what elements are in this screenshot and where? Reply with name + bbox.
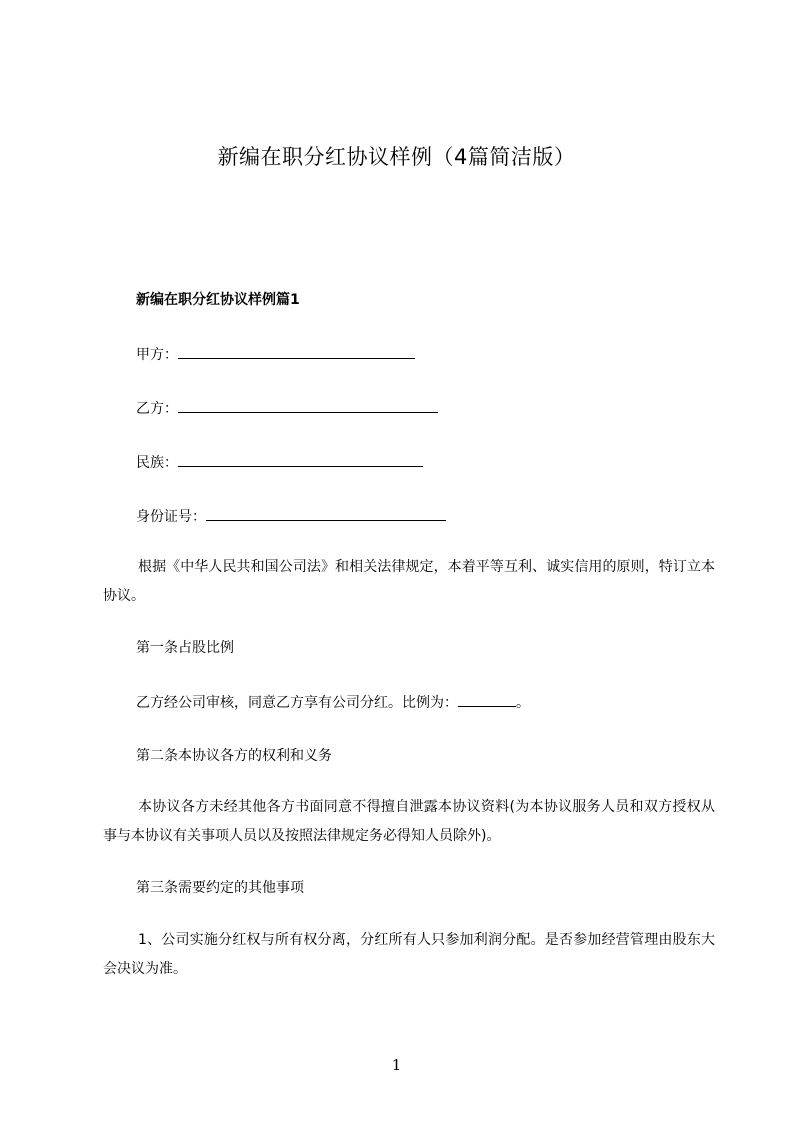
article1-text-after: 。 [516, 695, 530, 711]
article1-text [136, 692, 530, 713]
party-b-label: 乙方： [136, 401, 178, 417]
article2-paragraph: 本协议各方未经其他各方书面同意不得擅自泄露本协议资料(为本协议服务人员和双方授权从事与本协议有关事项人员以及按照法律规定务必得知人员除外)。 [103, 799, 715, 844]
ethnicity-label: 民族： [136, 455, 178, 471]
id-number-label: 身份证号： [136, 509, 206, 525]
party-a-label: 甲方： [136, 347, 178, 363]
section-heading: 新编在职分红协议样例篇1 [136, 292, 300, 308]
article2-heading: 第二条本协议各方的权利和义务 [136, 748, 332, 764]
party-b-blank [178, 398, 438, 413]
article1-text-before: 乙方经公司审核，同意乙方享有公司分红。比例为： [136, 695, 458, 711]
ratio-blank [458, 692, 516, 707]
intro-paragraph: 根据《中华人民共和国公司法》和相关法律规定，本着平等互利、诚实信用的原则，特订立本协议。 [103, 559, 715, 604]
page-number: 1 [391, 1056, 402, 1074]
document-title: 新编在职分红协议样例（4篇简洁版） [217, 145, 576, 169]
ethnicity-blank [178, 452, 423, 467]
party-a-field [136, 344, 415, 365]
article1-heading: 第一条占股比例 [136, 640, 234, 656]
ethnicity-field [136, 452, 423, 473]
article3-item1: 1、公司实施分红权与所有权分离，分红所有人只参加利润分配。是否参加经营管理由股东大会决议为准。 [103, 932, 715, 977]
party-b-field [136, 398, 438, 419]
party-a-blank [178, 344, 415, 359]
id-number-blank [206, 506, 446, 521]
article3-heading: 第三条需要约定的其他事项 [136, 880, 304, 896]
id-number-field [136, 506, 446, 527]
